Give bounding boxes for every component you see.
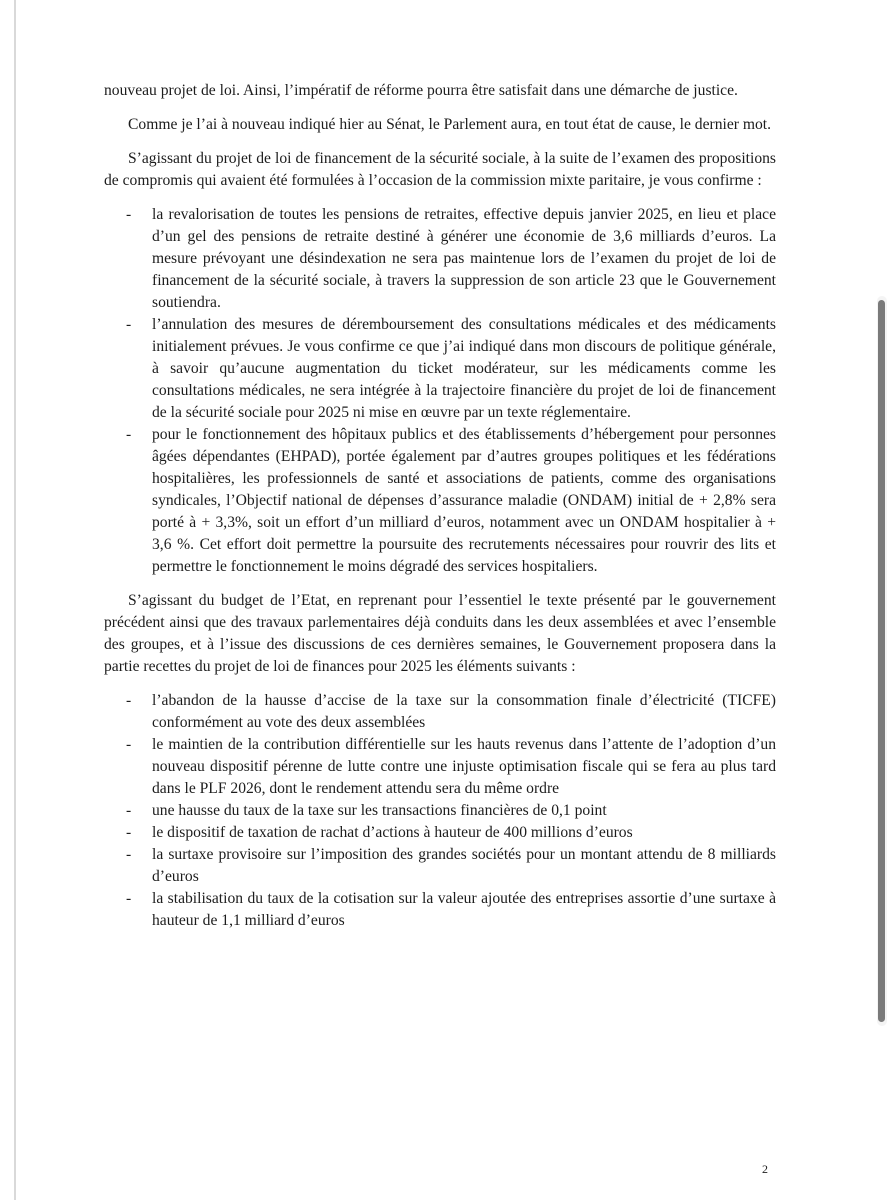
bullet-dash: - (126, 846, 132, 863)
paragraph-continuation: nouveau projet de loi. Ainsi, l’impératif de réforme pourra être satisfait dans une démarche de justice. (104, 82, 738, 99)
list-item-text: le maintien de la contribution différentielle sur les hauts revenus dans l’attente de l’adoption d’un nouveau dispositif pérenne de lutte contre une injuste optimisation fiscale qui se fera au plus tard dans le PLF 2026, dont le rendement attendu sera du même ordre (152, 736, 776, 797)
list-item (104, 314, 776, 424)
paragraph-senat: Comme je l’ai à nouveau indiqué hier au Sénat, le Parlement aura, en tout état de cause, le dernier mot. (128, 116, 772, 133)
list-item-text: une hausse du taux de la taxe sur les transactions financières de 0,1 point (152, 802, 607, 819)
bullet-dash: - (126, 824, 132, 841)
scrollbar-thumb[interactable] (878, 300, 885, 1022)
list-item (104, 690, 776, 734)
list-item (104, 734, 776, 800)
bullet-dash: - (126, 736, 132, 753)
bullet-dash: - (126, 890, 132, 907)
list-item-text: pour le fonctionnement des hôpitaux publics et des établissements d’hébergement pour personnes âgées dépendantes (EHPAD), portée également par d’autres groupes politiques et les fédérations hospitalières, les professionnels de santé et associations de patients, comme des organisations syndicales, l’Objectif national de dépenses d’assurance maladie (ONDAM) initial de + 2,8% sera porté à + 3,3%, soit un effort d’un milliard d’euros, notamment avec un ONDAM hospitalier à + 3,6 %. Cet effort doit permettre la poursuite des recrutements nécessaires pour rouvrir des lits et permettre le fonctionnement le moins dégradé des services hospitaliers. (152, 426, 776, 575)
page-edge-divider (14, 0, 16, 1200)
list-item (104, 888, 776, 932)
document-page (104, 80, 776, 944)
bullet-dash: - (126, 316, 132, 333)
bullet-list-budget (104, 690, 776, 932)
list-item (104, 800, 776, 822)
bullet-dash: - (126, 692, 132, 709)
list-item-text: la revalorisation de toutes les pensions de retraites, effective depuis janvier 2025, en lieu et place d’un gel des pensions de retraite destiné à générer une économie de 3,6 milliards d’euros. La mesure prévoyant une désindexation ne sera pas maintenue lors de l’examen du projet de loi de financement de la sécurité sociale, à travers la suppression de son article 23 que le Gouvernement soutiendra. (152, 206, 776, 311)
bullet-dash: - (126, 802, 132, 819)
list-item-text: la stabilisation du taux de la cotisation sur la valeur ajoutée des entreprises assortie d’une surtaxe à hauteur de 1,1 milliard d’euros (152, 890, 776, 929)
list-item-text: la surtaxe provisoire sur l’imposition des grandes sociétés pour un montant attendu de 8 milliards d’euros (152, 846, 776, 885)
paragraph-budget-intro: S’agissant du budget de l’Etat, en reprenant pour l’essentiel le texte présenté par le gouvernement précédent ainsi que des travaux parlementaires déjà conduits dans les deux assemblées et avec l’ensemble des groupes, et à l’issue des discussions de ces dernières semaines, le Gouvernement proposera dans la partie recettes du projet de loi de finances pour 2025 les éléments suivants : (104, 592, 776, 675)
list-item-text: l’abandon de la hausse d’accise de la taxe sur la consommation finale d’électricité (TICFE) conformément au vote des deux assemblées (152, 692, 776, 731)
bullet-dash: - (126, 426, 132, 443)
list-item-text: le dispositif de taxation de rachat d’actions à hauteur de 400 millions d’euros (152, 824, 633, 841)
list-item-text: l’annulation des mesures de déremboursement des consultations médicales et des médicaments initialement prévues. Je vous confirme ce que j’ai indiqué dans mon discours de politique générale, à savoir qu’aucune augmentation du ticket modérateur, sur les médicaments comme les consultations médicales, ne sera intégrée à la trajectoire financière du projet de loi de financement de la sécurité sociale pour 2025 ni mise en œuvre par un texte réglementaire. (152, 316, 776, 421)
page-number: 2 (762, 1162, 768, 1176)
bullet-dash: - (126, 206, 132, 223)
list-item (104, 844, 776, 888)
list-item (104, 822, 776, 844)
paragraph-plfss-intro: S’agissant du projet de loi de financement de la sécurité sociale, à la suite de l’examen des propositions de compromis qui avaient été formulées à l’occasion de la commission mixte paritaire, je vous confirme : (104, 150, 776, 189)
list-item (104, 424, 776, 578)
list-item (104, 204, 776, 314)
bullet-list-social-security (104, 204, 776, 578)
